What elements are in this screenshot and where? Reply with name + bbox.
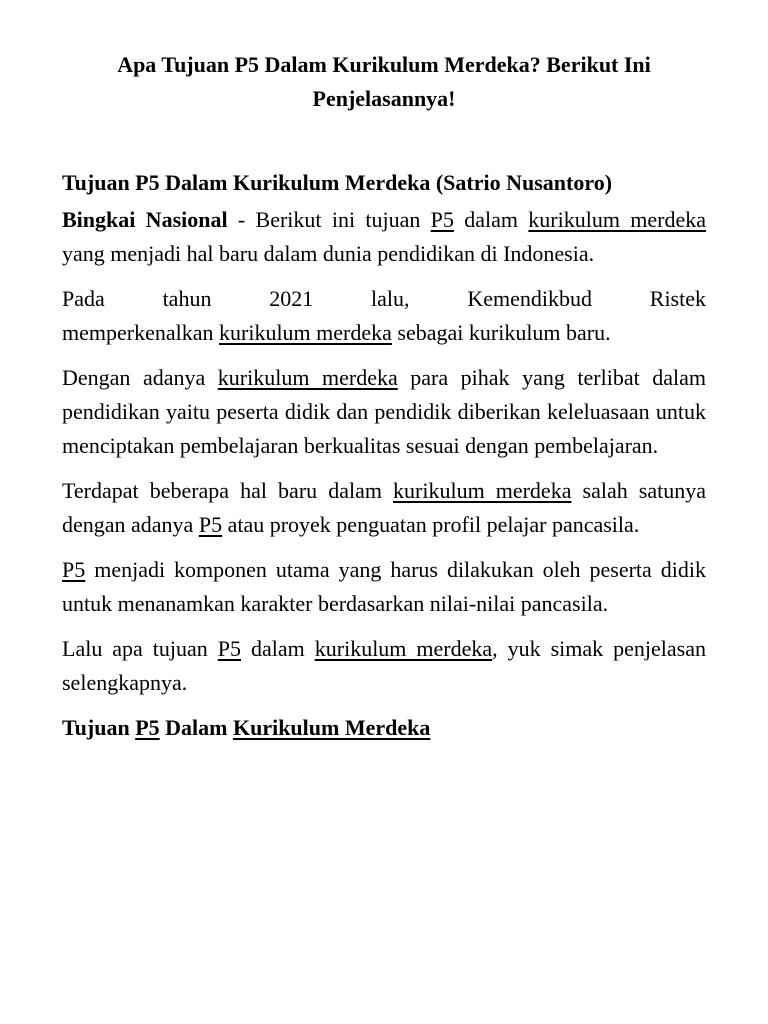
- paragraph-text: Terdapat beberapa hal baru dalam: [62, 478, 394, 503]
- paragraph-text: Lalu apa tujuan: [62, 636, 218, 661]
- link-kurikulum-merdeka[interactable]: kurikulum merdeka: [217, 365, 398, 390]
- paragraph-text: Dengan adanya: [62, 365, 218, 390]
- paragraph-history: [62, 282, 706, 350]
- paragraph-new-things: [62, 474, 706, 542]
- paragraph-text: atau proyek penguatan profil pelajar pancasila.: [222, 512, 640, 537]
- section-heading-text: Dalam: [159, 715, 233, 740]
- section-heading: [62, 711, 706, 745]
- paragraph-freedom: [62, 361, 706, 463]
- document-title-line-1: Apa Tujuan P5 Dalam Kurikulum Merdeka? Berikut Ini: [117, 52, 651, 77]
- link-p5[interactable]: P5: [135, 715, 160, 740]
- paragraph-text: - Berikut ini tujuan: [227, 207, 431, 232]
- paragraph-line: Pada tahun 2021 lalu, Kemendikbud Ristek: [62, 286, 706, 311]
- paragraph-text: para pihak yang terlibat dalam pendidikan yaitu peserta didik dan pendidik diberikan keleluasaan untuk menciptakan pembelajaran berkualitas sesuai dengan pembelajaran.: [62, 365, 706, 458]
- paragraph-p5-component: [62, 553, 706, 621]
- paragraph-text: menjadi komponen utama yang harus dilakukan oleh peserta didik untuk menanamkan karakter berdasarkan nilai-nilai pancasila.: [62, 557, 706, 616]
- link-kurikulum-merdeka[interactable]: kurikulum merdeka: [219, 320, 392, 345]
- link-p5[interactable]: P5: [62, 557, 86, 582]
- paragraph-text: memperkenalkan: [62, 320, 219, 345]
- source-label: Bingkai Nasional: [62, 207, 228, 232]
- link-kurikulum-merdeka[interactable]: Kurikulum Merdeka: [232, 715, 431, 740]
- link-kurikulum-merdeka[interactable]: kurikulum merdeka: [393, 478, 572, 503]
- paragraph-text: dalam: [241, 636, 315, 661]
- paragraph-question: [62, 632, 706, 700]
- paragraph-text: sebagai kurikulum baru.: [391, 320, 611, 345]
- link-p5[interactable]: P5: [198, 512, 223, 537]
- paragraph-intro: [62, 203, 706, 271]
- document-title: [62, 48, 706, 116]
- paragraph-text: yang menjadi hal baru dalam dunia pendidikan di Indonesia.: [62, 241, 595, 266]
- document-title-line-2: Penjelasannya!: [312, 86, 456, 111]
- section-heading-text: Tujuan: [62, 715, 136, 740]
- link-p5[interactable]: P5: [430, 207, 454, 232]
- paragraph-text: salah satunya dengan adanya: [62, 478, 706, 537]
- document-subtitle: Tujuan P5 Dalam Kurikulum Merdeka (Satrio Nusantoro): [62, 170, 613, 195]
- link-kurikulum-merdeka[interactable]: kurikulum merdeka: [528, 207, 706, 232]
- link-kurikulum-merdeka[interactable]: kurikulum merdeka: [314, 636, 493, 661]
- link-p5[interactable]: P5: [217, 636, 242, 661]
- paragraph-text: , yuk simak penjelasan selengkapnya.: [62, 636, 706, 695]
- paragraph-text: dalam: [453, 207, 529, 232]
